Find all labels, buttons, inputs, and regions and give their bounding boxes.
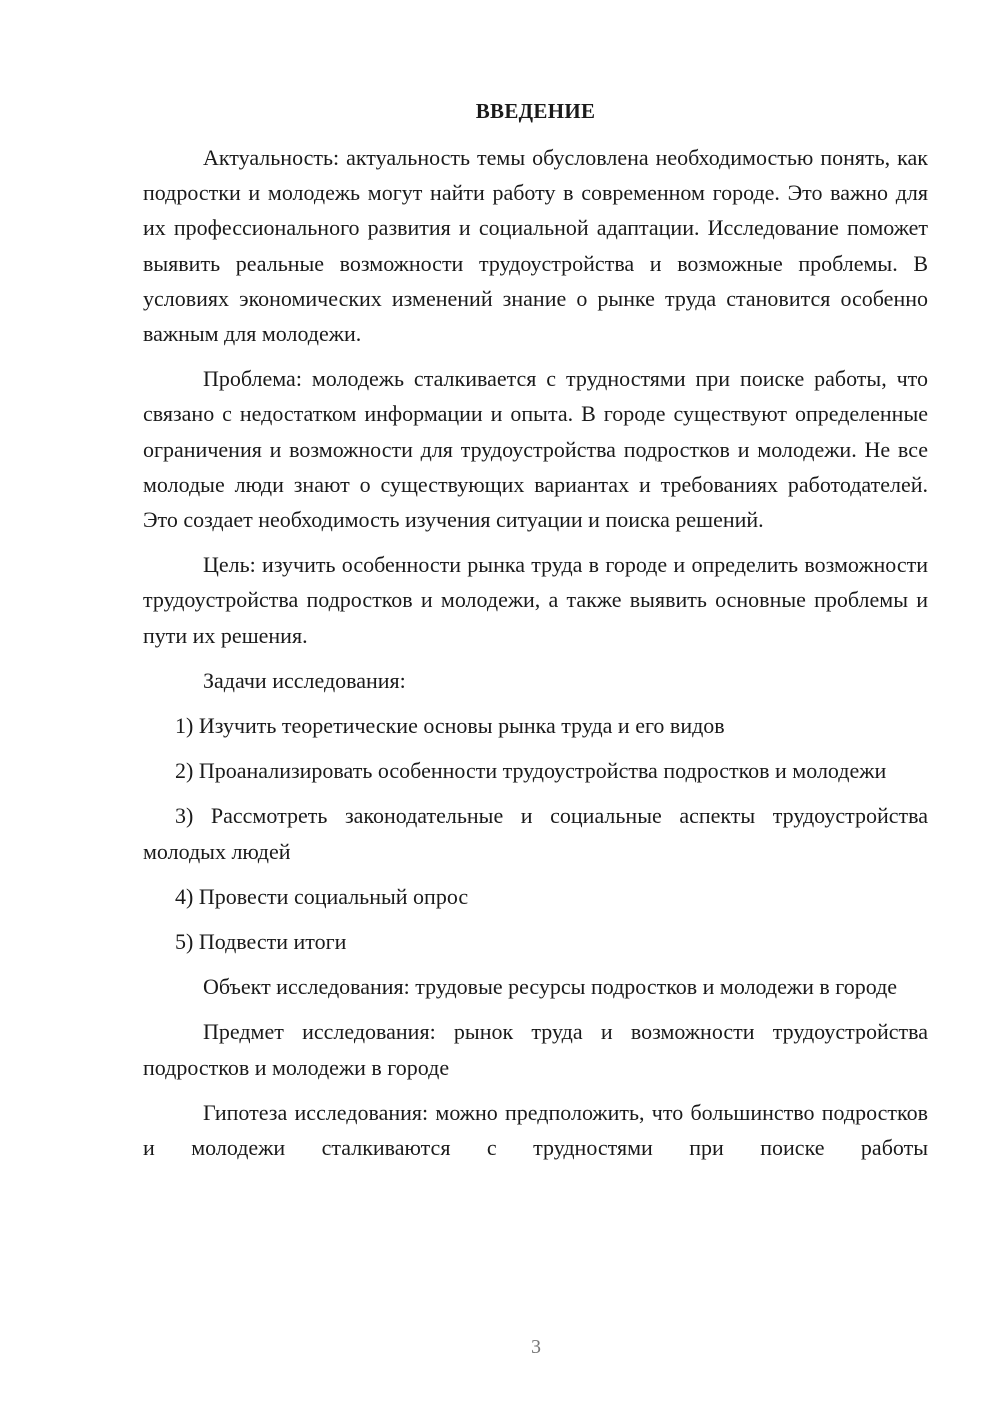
section-title: ВВЕДЕНИЕ [475,99,596,123]
paragraph-subject: Предмет исследования: рынок труда и возможности трудоустройства подростков и молодежи в городе [143,1019,928,1080]
paragraph-relevance: Актуальность: актуальность темы обусловлена необходимостью понять, как подростки и молодежь могут найти работу в современном городе. Это важно для их профессионального развития и социальной адаптации. Исследование поможет выявить реальные возможности трудоустройства и возможные проблемы. В условиях экономических изменений знание о рынке труда становится особенно важным для молодежи. [143,145,928,347]
task-item-2: 2) Проанализировать особенности трудоустройства подростков и молодежи [175,758,887,784]
task-item-3: 3) Рассмотреть законодательные и социальные аспекты трудоустройства молодых людей [143,803,928,864]
paragraph-goal: Цель: изучить особенности рынка труда в городе и определить возможности трудоустройства подростков и молодежи, а также выявить основные проблемы и пути их решения. [143,552,928,648]
task-item-5: 5) Подвести итоги [175,929,347,955]
paragraph-tasks-heading: Задачи исследования: [203,667,406,693]
page-number: 3 [531,1336,541,1358]
task-item-1: 1) Изучить теоретические основы рынка труда и его видов [175,713,725,739]
paragraph-problem: Проблема: молодежь сталкивается с трудностями при поиске работы, что связано с недостатком информации и опыта. В городе существуют определенные ограничения и возможности для трудоустройства подростков и молодежи. Не все молодые люди знают о существующих вариантах и требованиях работодателей. Это создает необходимость изучения ситуации и поиска решений. [143,366,928,533]
document-page [143,96,928,1175]
task-item-4: 4) Провести социальный опрос [175,883,469,909]
paragraph-object: Объект исследования: трудовые ресурсы подростков и молодежи в городе [203,974,898,1000]
paragraph-hypothesis: Гипотеза исследования: можно предположить, что большинство подростков и молодежи сталкиваются с трудностями при поиске работы [143,1099,928,1161]
